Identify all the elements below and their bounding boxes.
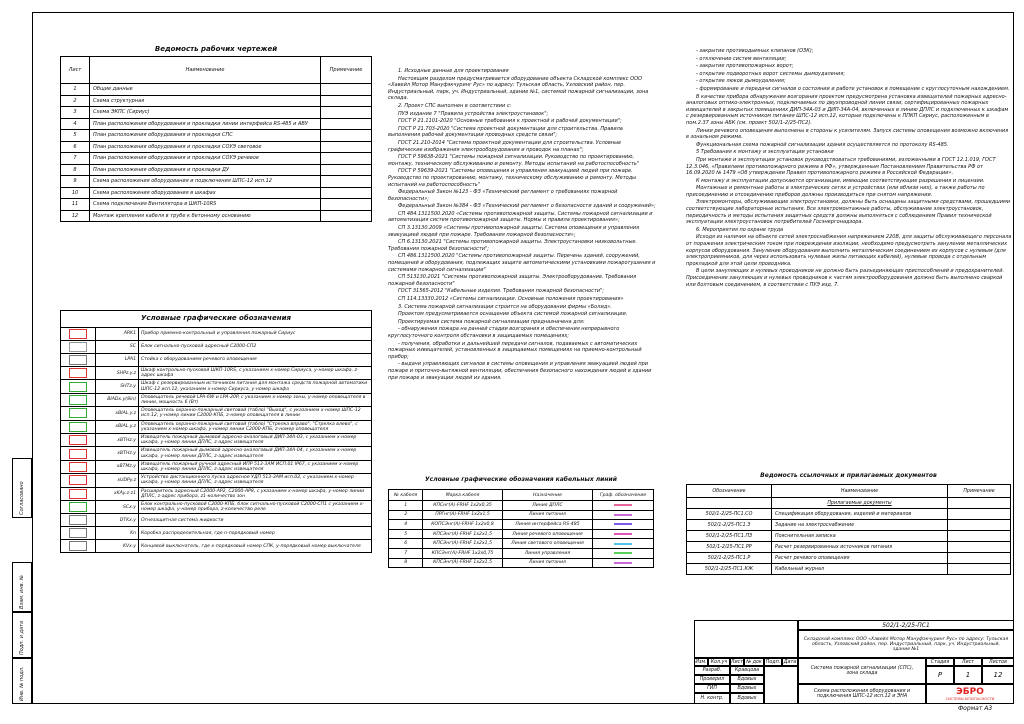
table-row: 4 План расположения оборудования и прокладки линии интерфейса RS-485 и АВУ <box>61 118 372 130</box>
cable-line-icon <box>614 533 632 535</box>
paragraph: Проектом предусматривается оснащение объекта системой пожарной сигнализации. <box>398 311 628 318</box>
refs-title: Ведомость ссылочных и прилагаемых документов <box>760 472 937 479</box>
paragraph: СП 3.13130.2009 «Системы противопожарной защиты. Система оповещения и управления эвакуацией людей при пожаре. Требования пожарной безопасности»; <box>388 225 640 238</box>
table-row: 8 КПСЭнг(А)-FRHF 1х2х1,5 Линия питания <box>389 558 654 568</box>
table-row: 2 ПРГнг(А)-FRHF 1х2х1,5 Линия питания <box>389 510 654 520</box>
paragraph: ГОСТ 31565-2012 "Кабельные изделия. Требования пожарной безопасности"; <box>398 288 605 295</box>
paragraph: 6. Мероприятия по охране труда <box>696 226 784 233</box>
paragraph: 2. Проект СПС выполнен в соответствии с: <box>398 102 512 109</box>
paragraph: В качестве прибора обнаружения возгорания проектом предусмотрена установка извещателей пожарных адресно-аналоговых оптико-электронных, подключаемых по двухпроводной линии связи, сертифицированных пожарных извещателей в закрытых помещениях ДИП-34А-03 и ДИП-34А-04, включенных в линию ДПЛС и подключенных к шкафам с резервированным источником питания ШПС-12 исп.12, которые подключены к ППКП Сириус, расположенным в пом.2.37 зоны АБК (см. проект 502/1-2/25-ПС2). <box>686 93 1009 126</box>
paragraph: - отключение систем вентиляции; <box>696 55 787 62</box>
table-row: 1 КПСнг(А)-FRHF 1х2х0,35 Линия ДПЛС <box>389 501 654 511</box>
cable-line-icon <box>614 552 632 554</box>
paragraph: Электромонтеры, обслуживающие электроустановки, должны быть оснащены защитными средствами, прошедшими соответствующие лабораторные испытания. Все электромонтажные работы, обслуживание электроустановок, периодичность и методы испытания защитных средств должны выполняться с соблюдением Правил технической эксплуатации электроустановок потребителей Госэнергонадзора. <box>686 199 1010 226</box>
symbol-icon <box>69 541 87 551</box>
table-row: 502/1-2/25-ПС1.ПЗ Пояснительная записка <box>687 531 1011 542</box>
symbol-icon <box>69 422 87 432</box>
symbol-icon <box>69 355 87 365</box>
table-row: 11 Схема подключения Вентилятора в ШКП-10RS <box>61 199 372 211</box>
paragraph: В цепи зануляющих и нулевых проводников не должно быть разъединяющих приспособлений и предохранителей. Присоединение зануляющих и нулевых проводников к частям электрооборудования должно быть выполнено сваркой или болтовым соединением, в соответствии с ПУЭ изд. 7. <box>686 268 1005 288</box>
table-row: xBIAL.y.z Оповещатель охранно-пожарный световой (табло) "Стрелка вправо", "Стрелка влево", с указанием х-номер шкафа, у-номер линии С2000-КПБ, z-номер оповещателя <box>61 420 372 433</box>
table-row: SC Блок сигнально-пусковой адресный С2000-СП2 <box>61 341 372 354</box>
symbol-icon <box>69 449 87 459</box>
table-row: Kn Коробка распределительная, где n-порядковый номер <box>61 527 372 540</box>
table-row: SHPz.y.z Шкаф контрольно-пусковой ШКП-10RS, с указанием х-номер Сириуса, у-номер шкафа, z-адрес шкафа <box>61 367 372 380</box>
symbol-icon <box>69 515 87 525</box>
paragraph: - обнаружения пожара на ранней стадии возгорания и обеспечения непрерывного круглосуточного контроля обстановки в защищаемых помещениях; <box>388 326 620 339</box>
title-block: 502/1-2/25-ПС1 Складской комплекс ООО «Хавейл Мотор Мануфэкчуринг Рус» по адресу: Тульская область, Узловский район, пер. Индустриальный, парк, уч. Индустриальный, здание №1 Изм. Кол.уч Лист № док Подп. Дата Разраб. Кравцова Проверил Вдовых ГИП Вдовых Н. контр. Вдовых Система пожарной сигнализации (СПС), зона склада Стадия Лист Листов Р 1 12 Схема расположения оборудования и подключения ШПС-12 исп.12 и ЭНА ЭБРО СИСТЕМЫ БЕЗОПАСНОСТИ <box>694 620 1014 704</box>
paragraph: - закрытие противодымных клапанов (ОЗК); <box>696 48 814 54</box>
paragraph: Линии речевого оповещения выполнены в стороны к усилителям. Запуск системы оповещения возможно включения в зональном режиме. <box>686 127 1009 141</box>
table-row: KVx.y Концевой выключатель, где х-порядковый номер СПК, у-порядковый номер выключателя <box>61 540 372 553</box>
symbol-icon <box>69 462 87 472</box>
paragraph: - открытие подворотных ворот системы дымоудаления; <box>696 70 846 77</box>
refs-table: Обозначение Наименование Примечание Прилагаемые документы 502/1-2/25-ПС1.СО Спецификация оборудования, изделий и материалов 502/1-2/25-ПС1.З Задание на электроснабжение 502/1-2/25-ПС1.ПЗ Пояснительная записка 502/1-2/25-ПС1.РР Расчет резервированных источников питания 502/1-2/25-ПС1.Р Расчет речевого оповещения 502/1-2/25-ПС1.КЖ Кабельный журнал <box>686 484 1011 575</box>
table-row: BIADx.y(8in) Оповещатель речевой LPA-6W и LPA-20P, с указанием х-номер зоны, у-номер оповещателя в линии, мощность 6 (Вт) <box>61 393 372 406</box>
table-row: 7 План расположения оборудования и прокладки СОУЭ речевое <box>61 153 372 165</box>
symbol-icon <box>69 329 87 339</box>
table-row: xBTHz.y Извещатель пожарный дымовой адресно-аналоговый ДИП-34А-03, с указанием х-номер шкафа, у-номер линии ДПЛС, z-адрес извещателя <box>61 434 372 447</box>
table-row: xBTMz.y Извещатель пожарный ручной адресный ИПР 513-3АМ ИСП.01 IP67, с указанием х-номер шкафа, у-номер линии ДПЛС, z-адрес извещателя <box>61 460 372 473</box>
paragraph: ГОСТ Р 59638-2021 "Системы пожарной сигнализации. Руководство по проектированию, монтажу, техническому обслуживанию и ремонту. Методы испытаний на работоспособность" <box>388 154 640 167</box>
symbol-icon <box>69 408 87 418</box>
symbol-icon <box>69 502 87 512</box>
table-row: 502/1-2/25-ПС1.СО Спецификация оборудования, изделий и материалов <box>687 509 1011 520</box>
paragraph: СП 513130.2021 "Системы противопожарной защиты. Электрооборудование. Требования пожарной безопасности" <box>388 274 637 287</box>
table-row: 7 КПСЭнг(А)-FRHF 1х2х0,75 Линия управления <box>389 548 654 558</box>
cable-line-icon <box>614 523 632 525</box>
symbols-table: Условные графические обозначения ARK1 Прибор приемно-контрольный и управления пожарный Сириус SC Блок сигнально-пусковой адресный С2000-СП2 LPA1 Стойка с оборудованием речевого оповещения SHPz.y.z Шкаф контрольно-пусковой ШКП-10RS, с указанием х-номер Сириуса, у-номер шкафа, z-адрес шкафа SHTz.y Шкаф с резервированным источником питания для монтажа средств пожарной автоматики ШПС-12 исп.12, указанием х-номер Сириуса, у-номер шкафа BIADx.y(8in) Оповещатель речевой LPA-6W и LPA-20P, с указанием х-номер зоны, у-номер оповещателя в линии, мощность 6 (Вт) xBIAL.y.z Оповещатель охранно-пожарный световой (табло) "Выход", с указанием х-номер ШПС-12 исп.12, у-номер линии С2000-КПБ, z-номер оповещателя в линии xBIAL.y.z Оповещатель охранно-пожарный световой (табло) "Стрелка вправо", "Стрелка влево", с указанием х-номер шкафа, у-номер линии С2000-КПБ, z-номер оповещателя xBTHz.y Извещатель пожарный дымовой адресно-аналоговый ДИП-34А-03, с указанием х-номер шкафа, у-номер линии ДПЛС, z-адрес извещателя xBTHz.y Извещатель пожарный дымовой адресно-аналоговый ДИП-34А-04, с указанием х-номер шкафа, у-номер линии ДПЛС, z-адрес извещателя xBTMz.y Извещатель пожарный ручной адресный ИПР 513-3АМ ИСП.01 IP67, с указанием х-номер шкафа, у-номер линии ДПЛС, z-адрес извещателя xUDPy.z Устройство дистанционного пуска адресное УДП 513-3АМ исп.02, с указанием х-номер шкафа, у-номер линии ДПЛС, z-адрес извещателя xKAy.z-z1 Расширитель адресный С2000-АР2, С2000-АР8, с указанием х-номер шкафа, у-номер линии ДПЛС, z-адрес прибора, z1-количество зон SCx.y Блок контрольно-пусковой С2000-КПБ, блок сигнально-пусковой С2000-СП1 с указанием х-номер шкафа, у-номер прибора, z-количество реле DTKx.y Огнезащитная система жидкости Kn Коробка распределительная, где n-порядковый номер KVx.y Концевой выключатель, где х-порядковый номер СПК, у-порядковый номер выключателя <box>60 310 372 553</box>
paragraph: СП 486.1311500.2020 "Системы противопожарной защиты. Перечень зданий, сооружений, помещений и оборудования, подлежащих защите автоматическими установками пожаротушения и системами пожарной сигнализации" <box>388 253 656 273</box>
table-row: 10 Схема расположения оборудования в шкафах <box>61 187 372 199</box>
paragraph: - формирование и передачи сигналов о состоянии и работе установок в помещение с круглосуточным нахождением. <box>696 85 1010 92</box>
paragraph: Функциональная схема пожарной сигнализации здания осуществляется по протоколу RS-485. <box>696 141 949 148</box>
table-row: 3 Схема ЭКПС (Сириус) <box>61 107 372 119</box>
paragraph: Федеральный Закон №384 - ФЗ «Технический регламент о безопасности зданий и сооружений»; <box>398 203 656 210</box>
paragraph: К монтажу и эксплуатации допускаются организации, имеющие соответствующие разрешения и лицензии. <box>696 177 985 184</box>
symbol-icon <box>69 382 87 392</box>
cable-line-icon <box>614 514 632 516</box>
cable-line-icon <box>614 543 632 545</box>
format-label: Формат А3 <box>958 705 993 712</box>
table-row: xUDPy.z Устройство дистанционного пуска адресное УДП 513-3АМ исп.02, с указанием х-номер шкафа, у-номер линии ДПЛС, z-адрес извещателя <box>61 474 372 487</box>
symbol-icon <box>69 368 87 378</box>
paragraph: Исходя из наличия на объекте сетей электроснабжения напряжением 220В, для защиты обслуживающего персонала от поражения электрическим током при повреждении изоляции, необходимо предусмотреть зануление металлических корпусов оборудования. Зануление оборудования выполнить металлическим соединением их корпусов с нулевым (для электроприемников, для через использовать нулевые жилы питающих кабелей), нулевые провода с отдельным прокладкой для этой цели проводника. <box>686 234 1012 267</box>
table-row: 1 Общие данные <box>61 84 372 96</box>
paragraph: При монтаже и эксплуатации установок руководствоваться требованиями, изложенными в ГОСТ 12.1.019, ГОСТ 12.3.046, «Правилами противопожарного режима в РФ», утвержденным Постановлением Правительства РФ от 16.09.2020 № 1479 «Об утверждении Правил противопожарного режима в Российской Федерации». <box>686 156 996 177</box>
paragraph: СП 484.1311500.2020 «Системы противопожарной защиты. Системы пожарной сигнализации и автоматизация систем противопожарной защиты. Нормы и правила проектирования»; <box>388 210 653 224</box>
paragraph: 1. Исходные данные для проектирования <box>398 68 509 74</box>
table-row: 2 Схема структурная <box>61 95 372 107</box>
paragraph: Настоящим разделом предусматривается оборудование объекта Складской комплекс ООО «Хавейл Мотор Мануфэкчуринг Рус» по адресу: Тульская область, Узловский район, пер. Индустриальный, парк, уч. Индустриальный, здание №1, системой пожарной сигнализации, зона склада. <box>388 75 649 102</box>
sheets-table: Ведомость рабочих чертежей Лист Наименование Примечание 1 Общие данные 2 Схема структурная 3 Схема ЭКПС (Сириус) 4 План расположения оборудования и прокладки линии интерфейса RS-485 и АВУ 5 План расположения оборудования и прокладки СПС 6 План расположения оборудования и прокладки СОУЭ световое 7 План расположения оборудования и прокладки СОУЭ речевое 8 План расположения оборудования и прокладки ДУ 9 Схема расположения оборудования и подключения ШПС-12 исп.12 10 Схема расположения оборудования в шкафах 11 Схема подключения Вентилятора в ШКП-10RS 12 Монтаж крепления кабеля в трубе к бетонному основанию <box>60 42 372 222</box>
table-row: xKAy.z-z1 Расширитель адресный С2000-АР2, С2000-АР8, с указанием х-номер шкафа, у-номер линии ДПЛС, z-адрес прибора, z1-количество зон <box>61 487 372 500</box>
table-row: 502/1-2/25-ПС1.КЖ Кабельный журнал <box>687 564 1011 575</box>
cables-table: № кабеля Марка кабеля Назначение Граф. обозначение 1 КПСнг(А)-FRHF 1х2х0,35 Линия ДПЛС 2 ПРГнг(А)-FRHF 1х2х1,5 Линия питания 4 КОПСЭнг(А)-FRHF 1х2х0,8 Линия интерфейса RS-485 5 КПСЭнг(А)-FRHF 1х2х1,5 Линия речевого оповещения 6 КПСЭнг(А)-FRHF 1х2х1,5 Линия светового оповещения 7 КПСЭнг(А)-FRHF 1х2х0,75 Линия управления 8 КПСЭнг(А)-FRHF 1х2х1,5 Линия питания <box>388 489 654 568</box>
symbol-icon <box>69 528 87 538</box>
table-row: 5 КПСЭнг(А)-FRHF 1х2х1,5 Линия речевого оповещения <box>389 529 654 539</box>
paragraph: - закрытие противопожарных ворот; <box>696 63 794 70</box>
paragraph: 3. Система пожарной сигнализации строится на оборудовании фирмы «Болид». <box>398 303 612 310</box>
table-row: DTKx.y Огнезащитная система жидкости <box>61 514 372 527</box>
table-row: 4 КОПСЭнг(А)-FRHF 1х2х0,8 Линия интерфейса RS-485 <box>389 520 654 530</box>
paragraph: Монтажные и ремонтные работы в электрических сетях и устройствах (или вблизи них), а также работы по присоединению и отсоединению приборов должны производиться при снятом напряжении. <box>686 185 985 198</box>
symbol-icon <box>69 342 87 352</box>
table-row: 8 План расположения оборудования и прокладки ДУ <box>61 164 372 176</box>
paragraph: ГОСТ 21.210-2014 "Система проектной документации для строительства. Условные графические изображения электрооборудования и проводок на планах"; <box>388 139 622 153</box>
paragraph: ГОСТ Р 21.703-2020 "Система проектной документации для строительства. Правила выполнения рабочей документации проводных средств связи"; <box>388 125 623 139</box>
paragraph: - открытие люков дымоудаления; <box>696 78 786 85</box>
table-row: 6 План расположения оборудования и прокладки СОУЭ световое <box>61 141 372 153</box>
paragraph: СП 114.13330.2012 «Системы сигнализации. Основные положения проектирования» <box>398 296 624 302</box>
company-logo: ЭБРО СИСТЕМЫ БЕЗОПАСНОСТИ <box>926 684 1014 704</box>
paragraph: 5 Требования к монтажу и эксплуатации установки <box>696 149 834 156</box>
table-row: 5 План расположения оборудования и прокладки СПС <box>61 130 372 142</box>
symbol-icon <box>69 395 87 405</box>
paragraph: ГОСТ Р 21.1101-2020 "Основные требования к проектной и рабочей документации"; <box>398 118 622 125</box>
paragraph: Проектируемая система пожарной сигнализации предназначена для: <box>398 318 585 325</box>
notes-right <box>686 48 1012 289</box>
table-row: SHTz.y Шкаф с резервированным источником питания для монтажа средств пожарной автоматики ШПС-12 исп.12, указанием х-номер Сириуса, у-номер шкафа <box>61 380 372 393</box>
table-row: 12 Монтаж крепления кабеля в трубе к бетонному основанию <box>61 210 372 222</box>
table-row: LPA1 Стойка с оборудованием речевого оповещения <box>61 354 372 367</box>
symbol-icon <box>69 475 87 485</box>
table-row: 9 Схема расположения оборудования и подключения ШПС-12 исп.12 <box>61 176 372 188</box>
table-row: 502/1-2/25-ПС1.З Задание на электроснабжение <box>687 520 1011 531</box>
paragraph: - получения, обработки и дальнейшей передачи сигналов, подаваемых с автоматических пожарных извещателей, установленных в защищаемых помещениях на приемно-контрольный прибор; <box>388 340 642 360</box>
table-row: 502/1-2/25-ПС1.РР Расчет резервированных источников питания <box>687 542 1011 553</box>
paragraph: СП 6.13130.2021 "Системы противопожарной защиты. Электроустановки низковольтные. Требования пожарной безопасности"; <box>388 239 638 252</box>
table-row: 6 КПСЭнг(А)-FRHF 1х2х1,5 Линия светового оповещения <box>389 539 654 549</box>
table-row: ARK1 Прибор приемно-контрольный и управления пожарный Сириус <box>61 328 372 341</box>
table-row: SCx.y Блок контрольно-пусковой С2000-КПБ, блок сигнально-пусковой С2000-СП1 с указанием х-номер шкафа, у-номер прибора, z-количество реле <box>61 501 372 514</box>
paragraph: - выдачи управляющих сигналов в системы оповещения и управления эвакуацией людей при пожаре и приточно-вытяжной вентиляции, обеспечения безопасного нахождения людей в здании при пожаре и эвакуации людей из здания. <box>388 361 652 381</box>
table-row: 502/1-2/25-ПС1.Р Расчет речевого оповещения <box>687 553 1011 564</box>
symbol-icon <box>69 489 87 499</box>
symbol-icon <box>69 435 87 445</box>
cable-line-icon <box>614 504 632 506</box>
table-row: xBIAL.y.z Оповещатель охранно-пожарный световой (табло) "Выход", с указанием х-номер ШПС-12 исп.12, у-номер линии С2000-КПБ, z-номер оповещателя в линии <box>61 407 372 420</box>
notes-left <box>388 68 656 382</box>
paragraph: ГОСТ Р 59639-2021 "Системы оповещения и управления эвакуацией людей при пожаре. Руководство по проектированию, монтажу, техническому обслуживанию и ремонту. Методы испытаний на работоспособность" <box>388 168 637 188</box>
sheets-title: Ведомость рабочих чертежей <box>154 45 278 53</box>
side-stamp: Согласовано Взам. инв. № Подп. и дата Инв. № подл. <box>12 458 32 704</box>
paragraph: ПУЭ издание 7 "Правила устройства электроустановок"; <box>398 110 549 117</box>
cable-line-icon <box>614 562 632 564</box>
cables-title: Условные графические обозначения кабельных линий <box>425 476 617 483</box>
paragraph: Федеральный Закон №123 - ФЗ «Технический регламент о требованиях пожарной безопасности»; <box>388 189 618 202</box>
table-row: xBTHz.y Извещатель пожарный дымовой адресно-аналоговый ДИП-34А-04, с указанием х-номер шкафа, у-номер линии ДПЛС, z-адрес извещателя <box>61 447 372 460</box>
